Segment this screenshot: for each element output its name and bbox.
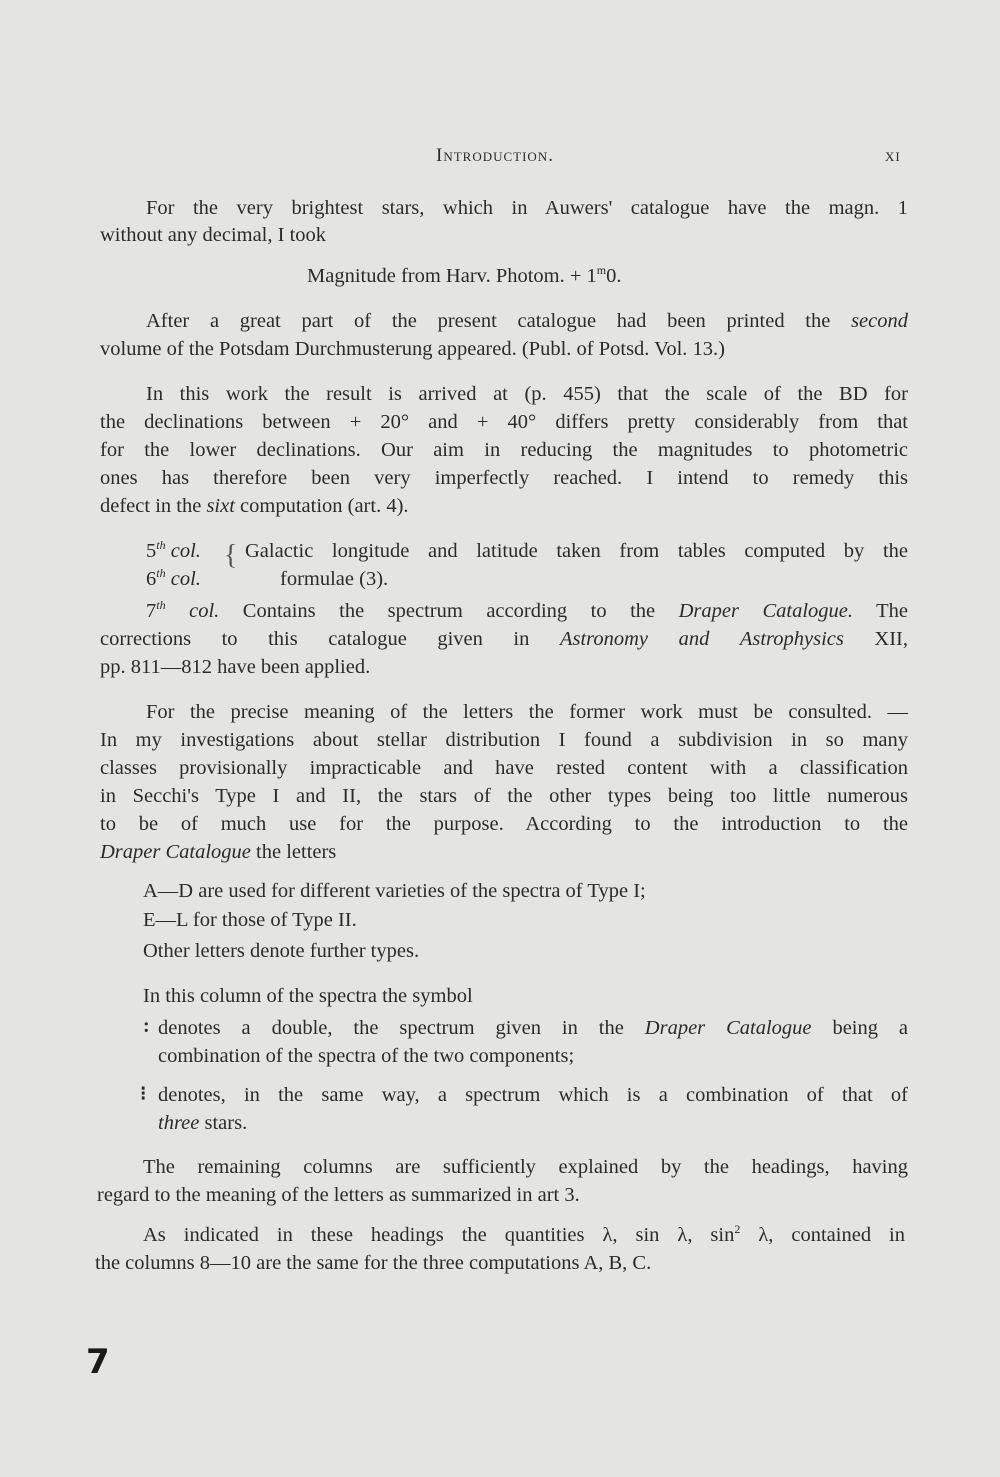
p6-text-b: λ, contained in — [758, 1224, 905, 1246]
col7-l2-it1: Astronomy — [559, 628, 649, 650]
paragraph-2-line-1 — [146, 307, 908, 335]
formula-text: Magnitude from Harv. Photom. + 1 — [307, 265, 597, 287]
symbol-1-line-2: combination of the spectra of the two components; — [158, 1045, 575, 1067]
s1-text-b: being a — [832, 1017, 909, 1039]
paragraph-4-line-5: to be of much use for the purpose. According to the introduction to the — [100, 813, 908, 835]
col5-label — [146, 537, 201, 565]
p2-text: After a great part of the present catalogue had been printed the — [146, 310, 831, 332]
col5-col: col. — [170, 540, 201, 562]
col6-th: th — [156, 566, 166, 581]
p3-italic: sixt — [206, 495, 235, 517]
paragraph-1-line-2: without any decimal, I took — [100, 224, 327, 246]
triple-symbol-icon: ⁝ — [140, 1083, 147, 1105]
brace-symbol: { — [224, 540, 238, 571]
paragraph-3-line-2: the declinations between + 20° and + 40° differs pretty considerably from that — [100, 411, 908, 433]
col7-th: th — [156, 598, 166, 613]
col7-line-3: pp. 811—812 have been applied. — [100, 656, 371, 678]
p3-text-a: defect in the — [100, 495, 202, 517]
paragraph-4-line-4: in Secchi's Type I and II, the stars of the other types being too little numerous — [100, 785, 908, 807]
col7-line-2 — [100, 625, 908, 653]
col56-text-line-1: Galactic longitude and latitude taken from tables computed by the — [245, 540, 908, 562]
symbol-2-line-1: denotes, in the same way, a spectrum which is a combination of that of — [158, 1084, 908, 1106]
paragraph-3-line-1: In this work the result is arrived at (p. 455) that the scale of the BD for — [146, 383, 908, 405]
paragraph-3-line-5 — [100, 492, 409, 520]
letters-line-2: E—L for those of Type II. — [143, 909, 357, 931]
symbols-intro: In this column of the spectra the symbol — [143, 985, 473, 1007]
paragraph-2-line-2: volume of the Potsdam Durchmusterung appeared. (Publ. of Potsd. Vol. 13.) — [100, 338, 725, 360]
col7-text-b: The — [876, 600, 909, 622]
paragraph-3-line-3: for the lower declinations. Our aim in reducing the magnitudes to photometric — [100, 439, 908, 461]
paragraph-4-line-1: For the precise meaning of the letters the former work must be consulted. — — [146, 701, 908, 723]
col5-th: th — [156, 538, 166, 553]
col7-text-a: Contains the spectrum according to the — [242, 600, 656, 622]
header-title: Introduction. — [436, 145, 554, 166]
letters-line-3: Other letters denote further types. — [143, 940, 420, 962]
paragraph-1-line-1: For the very brightest stars, which in Auwers' catalogue have the magn. 1 — [146, 197, 908, 219]
symbol-2-line-2 — [158, 1109, 247, 1137]
col7-l2-text: corrections to this catalogue given in — [100, 628, 530, 650]
s1-text-a: denotes a double, the spectrum given in the — [158, 1017, 624, 1039]
col7-l2-it3: Astrophysics — [739, 628, 844, 650]
formula-tail: 0. — [606, 265, 622, 287]
formula-sup: m — [596, 263, 607, 278]
col7-l2-it2: and — [678, 628, 710, 650]
p4-tail: the letters — [256, 841, 337, 863]
p2-italic: second — [851, 310, 908, 332]
paragraph-4-line-2: In my investigations about stellar distribution I found a subdivision in so many — [100, 729, 908, 751]
col7-l2-tail: XII, — [874, 628, 909, 650]
col7-col: col. — [189, 600, 220, 622]
col6-label — [146, 565, 201, 593]
page-number: 7 — [86, 1342, 110, 1382]
s2-italic: three — [158, 1112, 200, 1134]
double-symbol-icon: : — [143, 1015, 150, 1037]
s1-italic: Draper Catalogue — [644, 1017, 812, 1039]
paragraph-4-line-6 — [100, 838, 336, 866]
paragraph-4-line-3: classes provisionally impracticable and have rested content with a classification — [100, 757, 908, 779]
col6-col: col. — [170, 568, 201, 590]
p6-sup: 2 — [734, 1222, 741, 1237]
s2-tail: stars. — [204, 1112, 248, 1134]
col7-italic: Draper Catalogue. — [678, 600, 854, 622]
paragraph-6-line-1 — [143, 1221, 905, 1249]
paragraph-6-line-2: the columns 8—10 are the same for the three computations A, B, C. — [95, 1252, 652, 1274]
running-header — [0, 145, 1000, 175]
header-page-number: xi — [885, 145, 901, 166]
col5-num: 5 — [146, 540, 157, 562]
paragraph-5-line-1: The remaining columns are sufficiently explained by the headings, having — [143, 1156, 908, 1178]
paragraph-5-line-2: regard to the meaning of the letters as summarized in art 3. — [97, 1184, 580, 1206]
paragraph-3-line-4: ones has therefore been very imperfectly reached. I intend to remedy this — [100, 467, 908, 489]
p3-text-b: computation (art. 4). — [240, 495, 409, 517]
symbol-1-line-1 — [158, 1014, 908, 1042]
col7-num: 7 — [146, 600, 157, 622]
col7-line-1 — [146, 597, 908, 625]
p4-italic: Draper Catalogue — [100, 841, 251, 863]
col56-text-line-2: formulae (3). — [280, 568, 389, 590]
col6-num: 6 — [146, 568, 157, 590]
magnitude-formula — [307, 262, 622, 290]
letters-line-1: A—D are used for different varieties of the spectra of Type I; — [143, 880, 646, 902]
p6-text-a: As indicated in these headings the quantities λ, sin λ, sin — [143, 1224, 735, 1246]
